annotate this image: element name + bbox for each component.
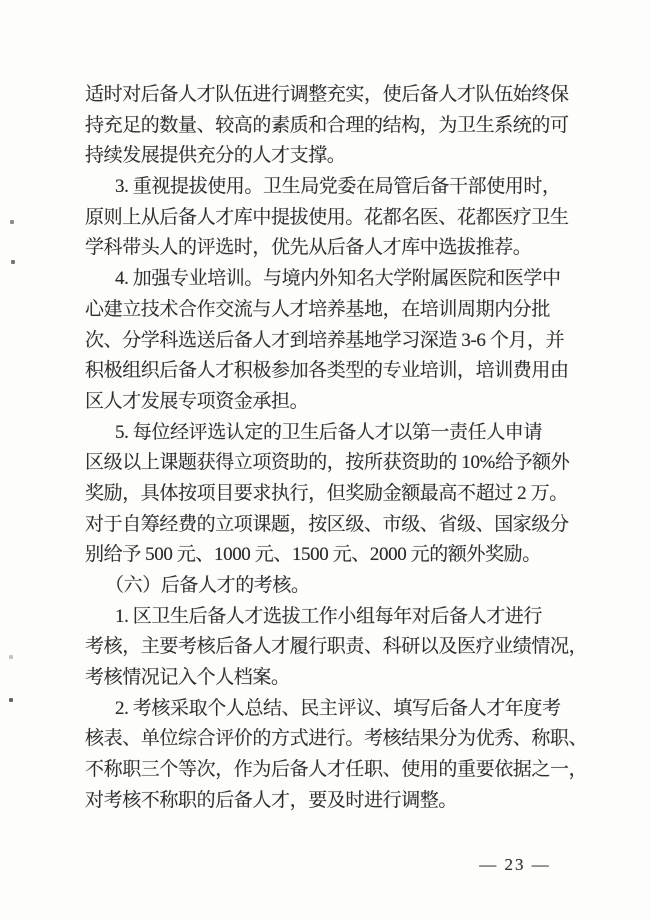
text-line: 1. 区卫生后备人才选拔工作小组每年对后备人才进行: [115, 605, 543, 627]
text-line: 别给予 500 元、1000 元、1500 元、2000 元的额外奖励。: [85, 544, 541, 566]
text-line: 次、分学科选送后备人才到培养基地学习深造 3-6 个月，并: [85, 329, 565, 351]
text-line: 对于自筹经费的立项课题，按区级、市级、省级、国家级分: [85, 513, 569, 535]
text-line: 奖励，具体按项目要求执行，但奖励金额最高不超过 2 万。: [85, 482, 568, 504]
text-line: 原则上从后备人才库中提拔使用。花都名医、花都医疗卫生: [85, 206, 569, 228]
text-line: 区人才发展专项资金承担。: [85, 390, 309, 412]
text-line: 持续发展提供充分的人才支撑。: [85, 145, 346, 167]
text-line: 持充足的数量、较高的素质和合理的结构，为卫生系统的可: [85, 114, 569, 136]
text-line: 学科带头人的评选时，优先从后备人才库中选拔推荐。: [85, 237, 532, 259]
text-line: 适时对后备人才队伍进行调整充实，使后备人才队伍始终保: [85, 84, 569, 105]
document-body: [85, 80, 588, 817]
scan-dot-artifact: [9, 655, 13, 659]
text-line: 区级以上课题获得立项资助的，按所获资助的 10%给予额外: [85, 452, 570, 474]
text-line: 2. 考核采取个人总结、民主评议、填写后备人才年度考: [115, 697, 561, 719]
text-line: 核表、单位综合评价的方式进行。考核结果分为优秀、称职、: [85, 728, 588, 750]
text-line: 4. 加强专业培训。与境内外知名大学附属医院和医学中: [115, 268, 561, 290]
text-line: 考核情况记入个人档案。: [85, 667, 290, 689]
text-line: 不称职三个等次，作为后备人才任职、使用的重要依据之一，: [85, 759, 588, 781]
text-line: 5. 每位经评选认定的卫生后备人才以第一责任人申请: [115, 421, 543, 443]
scan-dot-artifact: [11, 260, 15, 264]
text-line: 对考核不称职的后备人才，要及时进行调整。: [85, 789, 458, 811]
text-line: 3. 重视提拔使用。卫生局党委在局管后备干部使用时，: [115, 176, 561, 198]
text-line: （六）后备人才的考核。: [105, 575, 310, 596]
scan-dot-artifact: [10, 220, 14, 224]
text-line: 考核，主要考核后备人才履行职责、科研以及医疗业绩情况，: [85, 636, 588, 658]
scan-dot-artifact: [9, 698, 13, 702]
text-line: 心建立技术合作交流与人才培养基地，在培训周期内分批: [85, 298, 551, 320]
text-line: 积极组织后备人才积极参加各类型的专业培训，培训费用由: [85, 360, 569, 382]
page-number: — 23 —: [479, 855, 551, 874]
